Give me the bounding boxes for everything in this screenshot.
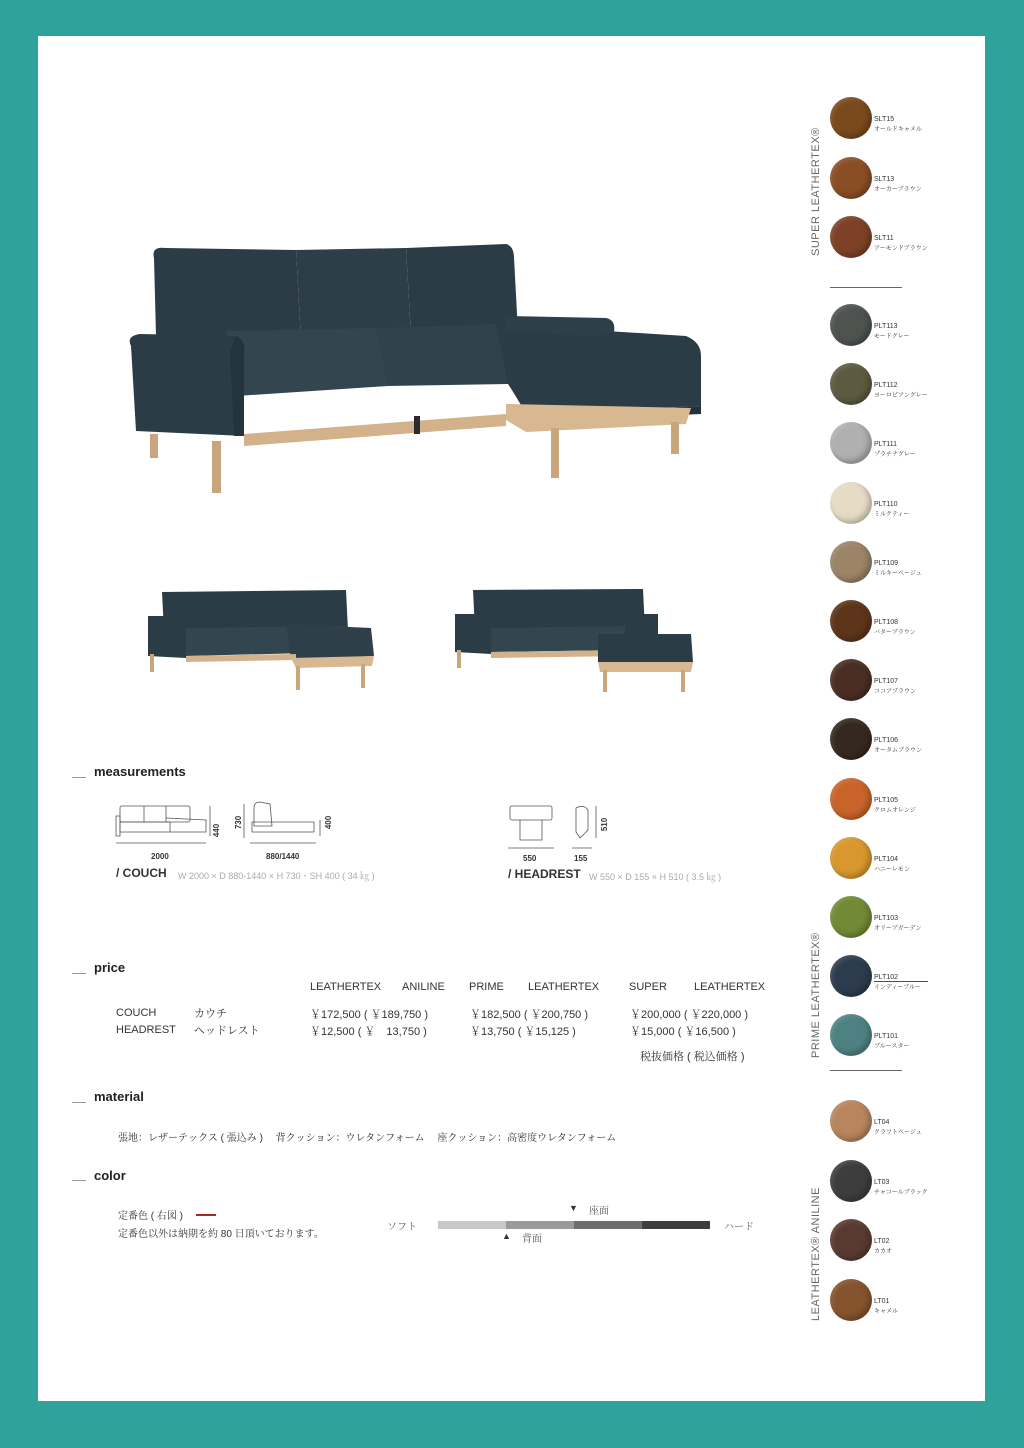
swatch-circle: [830, 1219, 872, 1261]
section-dash: [72, 1102, 86, 1103]
swatch-code: PLT112: [874, 382, 898, 390]
swatch-circle: [830, 304, 872, 346]
swatch-circle: [830, 363, 872, 405]
standard-color-marker: [196, 1214, 216, 1216]
swatch-circle: [830, 422, 872, 464]
catalog-page: [38, 36, 985, 1401]
section-dash: [72, 973, 86, 974]
swatch-name: プラチナグレー: [874, 452, 916, 459]
dim-depth: 880/1440: [266, 852, 300, 861]
swatch-circle: [830, 837, 872, 879]
swatch-circle: [830, 541, 872, 583]
swatch-circle: [830, 1279, 872, 1321]
swatch-circle: [830, 216, 872, 258]
seat-label: 座面: [589, 1206, 609, 1217]
swatch-circle: [830, 1160, 872, 1202]
headrest-caption: / HEADREST: [508, 867, 581, 881]
swatch-name: ハニーレモン: [874, 866, 910, 873]
swatch-circle: [830, 659, 872, 701]
swatch-name: オリーブガーデン: [874, 926, 922, 932]
headrest-spec: W 550 × D 155 × H 510 ( 3.5 ㎏ ): [589, 872, 722, 882]
swatch-code: PLT110: [874, 500, 898, 508]
sofa-couch-view-image: [146, 586, 378, 696]
material-title: material: [94, 1089, 144, 1104]
price-row-headrest-ja: ヘッドレスト: [194, 1025, 260, 1037]
swatch-circle: [830, 718, 872, 760]
price-couch-prime: ￥182,500 ( ￥200,750 ): [470, 1009, 589, 1021]
group-label-aniline: LEATHERTEX® ANILINE: [810, 1187, 822, 1321]
swatch-name: チャコールブラック: [874, 1189, 928, 1196]
swatch-circle: [830, 97, 872, 139]
swatch-name: モードグレー: [874, 334, 910, 340]
dim-headrest-width: 550: [523, 854, 537, 863]
group-label-prime: PRIME LEATHERTEX®: [810, 932, 822, 1058]
swatch-code: LT03: [874, 1178, 890, 1186]
measurements-title: measurements: [94, 764, 186, 779]
swatch-name: バターブラウン: [874, 630, 916, 636]
price-title: price: [94, 960, 126, 975]
material-text: 張地：レザーテックス ( 張込み ) 背クッション：ウレタンフォーム 座クッション：高密度ウレタンフォーム: [118, 1133, 617, 1144]
swatch-circle: [830, 778, 872, 820]
swatch-name: ココアブラウン: [874, 689, 917, 696]
dim-headrest-depth: 155: [574, 854, 588, 863]
price-headrest-prime: ￥13,750 ( ￥15,125 ): [470, 1026, 576, 1038]
price-header-prime: PRIME: [469, 981, 504, 993]
section-dash: [72, 777, 86, 778]
swatch-name: アーモンドブラウン: [874, 246, 928, 252]
group-label-super: SUPER LEATHERTEX®: [810, 127, 822, 256]
scale-bar-3: [574, 1221, 642, 1229]
swatch-circle: [830, 600, 872, 642]
price-header-super: SUPER: [629, 981, 667, 993]
couch-dimension-drawing: [114, 798, 344, 860]
price-headrest-aniline: ￥12,500 ( ￥ 13,750 ): [310, 1026, 427, 1038]
swatch-code: SLT13: [874, 175, 895, 183]
dim-seat-height: 400: [324, 815, 334, 830]
swatch-circle: [830, 1100, 872, 1142]
price-row-couch-ja: カウチ: [194, 1008, 227, 1020]
swatch-name: クラフトベージュ: [874, 1130, 922, 1136]
swatch-code: PLT103: [874, 915, 898, 922]
price-header-aniline: ANILINE: [402, 981, 445, 993]
group-divider: [830, 287, 902, 288]
swatch-code: LT04: [874, 1119, 890, 1126]
swatch-code: LT01: [874, 1297, 890, 1305]
swatch-code: PLT101: [874, 1033, 898, 1041]
swatch-code: PLT104: [874, 855, 898, 863]
swatch-name: ミルキーベージュ: [874, 570, 922, 577]
scale-bar-1: [438, 1221, 506, 1229]
swatch-code: LT02: [874, 1238, 890, 1245]
scale-bar-4: [642, 1221, 710, 1229]
swatch-code: PLT113: [874, 323, 898, 330]
swatch-name: インディーブルー: [874, 985, 921, 992]
dim-headrest-height: 510: [600, 817, 610, 832]
dim-arm-height: 440: [212, 823, 222, 838]
price-row-headrest-en: HEADREST: [116, 1024, 176, 1036]
swatch-name: キャメル: [874, 1308, 899, 1315]
headrest-dimension-drawing: [504, 802, 614, 858]
price-couch-aniline: ￥172,500 ( ￥189,750 ): [310, 1009, 429, 1021]
swatch-circle: [830, 896, 872, 938]
couch-caption: / COUCH: [116, 866, 167, 880]
price-header-leathertex-2: LEATHERTEX: [528, 981, 600, 993]
price-headrest-super: ￥15,000 ( ￥16,500 ): [630, 1026, 736, 1038]
price-header-leathertex-3: LEATHERTEX: [694, 981, 766, 993]
seat-marker-icon: ▼: [569, 1203, 578, 1213]
scale-soft-label: ソフト: [387, 1222, 417, 1233]
swatch-code: PLT109: [874, 559, 898, 567]
price-couch-super: ￥200,000 ( ￥220,000 ): [630, 1009, 749, 1021]
swatch-name: ブルースター: [874, 1044, 910, 1051]
dim-width: 2000: [151, 852, 169, 861]
swatch-code: SLT11: [874, 235, 894, 242]
group-divider: [830, 1070, 902, 1071]
swatch-circle: [830, 482, 872, 524]
swatch-code: PLT106: [874, 737, 898, 745]
back-marker-icon: ▲: [502, 1231, 511, 1241]
price-row-couch-en: COUCH: [116, 1007, 157, 1019]
scale-hard-label: ハード: [724, 1222, 754, 1233]
color-standard-label: 定番色 ( 右図 ): [118, 1211, 183, 1222]
swatch-name: ミルクティー: [874, 511, 910, 518]
standard-color-underline: [874, 981, 928, 982]
sofa-ottoman-view-image: [453, 586, 698, 696]
swatch-name: オータムブラウン: [874, 748, 923, 755]
swatch-name: オーカーブラウン: [874, 186, 922, 193]
swatch-name: ヨーロピアングレー: [874, 393, 928, 400]
swatch-name: オールドキャメル: [874, 127, 922, 133]
swatch-code: PLT105: [874, 796, 898, 804]
section-dash: [72, 1180, 86, 1181]
color-title: color: [94, 1168, 126, 1183]
scale-bar-2: [506, 1221, 574, 1229]
swatch-circle: [830, 157, 872, 199]
swatch-code: SLT15: [874, 116, 895, 123]
color-leadtime-note: 定番色以外は納期を約 80 日頂いております。: [118, 1229, 324, 1240]
swatch-code: PLT102: [874, 974, 898, 982]
back-label: 背面: [522, 1234, 542, 1245]
dim-height: 730: [234, 815, 244, 830]
couch-spec: W 2000 × D 880-1440 × H 730・SH 400 ( 34 ㎏ ): [178, 871, 375, 881]
swatch-code: PLT108: [874, 619, 898, 626]
swatch-code: PLT107: [874, 678, 898, 686]
swatch-name: クロムオレンジ: [874, 807, 916, 814]
price-tax-note: 税抜価格 ( 税込価格 ): [640, 1051, 745, 1063]
price-header-leathertex-1: LEATHERTEX: [310, 981, 382, 993]
swatch-circle: [830, 955, 872, 997]
swatch-name: カカオ: [874, 1249, 893, 1255]
swatch-code: PLT111: [874, 441, 897, 449]
main-sofa-image: [126, 236, 706, 501]
swatch-circle: [830, 1014, 872, 1056]
